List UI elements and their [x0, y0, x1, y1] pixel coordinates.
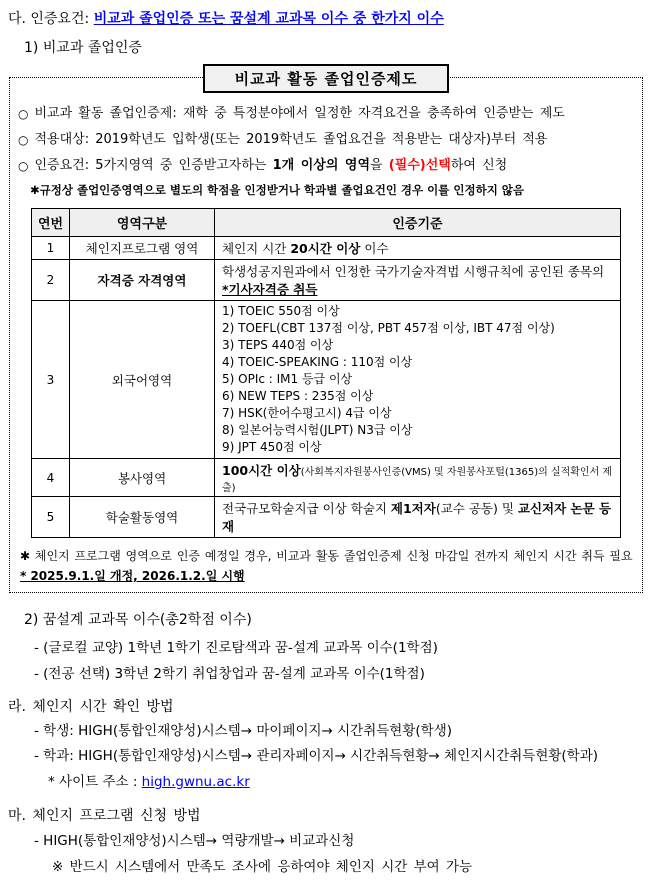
section2-item: - (전공 선택) 3학년 2학기 취업창업과 꿈-설계 교과목 이수(1학점) [34, 666, 425, 682]
site-address-label: * 사이트 주소 : [48, 774, 142, 790]
section2-item: - (글로컬 교양) 1학년 1학기 진로탐색과 꿈-설계 교과목 이수(1학점) [34, 640, 438, 656]
row-criteria: 전국규모학술지급 이상 학술지 제1저자(교수 공동) 및 교신저자 논문 등재 [215, 497, 621, 538]
row-category: 체인지프로그램 영역 [70, 237, 215, 260]
bullet-red-segment: (필수)선택 [388, 158, 451, 173]
section-ma-note: ※ 반드시 시스템에서 만족도 조사에 응하여야 체인지 시간 부여 가능 [52, 859, 473, 875]
column-header-no: 연번 [32, 209, 70, 237]
box-note: ✱규정상 졸업인증영역으로 별도의 학점을 인정받거나 학과별 졸업요건인 경우 이를 인정하지 않음 [30, 183, 525, 197]
circle-bullet-icon: ○ [18, 107, 29, 121]
circle-bullet-icon: ○ [18, 133, 29, 147]
site-address-line [48, 769, 644, 796]
table-row [32, 497, 621, 538]
section-ra-item-department: - 학과: HIGH(통합인재양성)시스템→ 관리자페이지→ 시간취득현황→ 체인지시간취득현황(학과) [34, 748, 599, 764]
row-criteria: 1) TOEIC 550점 이상 2) TOEFL(CBT 137점 이상, PBT 457점 이상, IBT 47점 이상) 3) TEPS 440점 이상 4) TOEIC-SPEAKING : 110점 이상 5) OPIc : IM1 등급 이상 6) NEW TEPS : 235점 이상 7) HSK(한어수평고시) 4급 이상 8) 일본어능력시험(JLPT) N3급 이상 9) JPT 450점 이상 [215, 301, 621, 459]
section-ma-title: 마. 체인지 프로그램 신청 방법 [8, 808, 201, 824]
column-header-category: 영역구분 [70, 209, 215, 237]
bullet-item-requirement [18, 153, 634, 179]
bullet-text: 적용대상: 2019학년도 입학생(또는 2019학년도 졸업요건을 적용받는 대상자)부터 적용 [34, 132, 548, 147]
row-number: 3 [32, 301, 70, 459]
heading-emphasis: 비교과 졸업인증 또는 꿈설계 교과목 이수 중 한가지 이수 [93, 11, 444, 27]
row-criteria: 체인지 시간 20시간 이상 이수 [215, 237, 621, 260]
row-number: 2 [32, 260, 70, 301]
section2-title: 2) 꿈설계 교과목 이수(총2학점 이수) [24, 612, 252, 628]
bullet-bold-segment: 1개 이상의 영역 [272, 158, 371, 173]
row-category: 외국어영역 [70, 301, 215, 459]
revision-footnote: * 2025.9.1.일 개정, 2026.1.2.일 시행 [20, 569, 245, 583]
heading-requirements [8, 8, 644, 30]
row-number: 4 [32, 459, 70, 497]
table-row [32, 237, 621, 260]
certification-box-title: 비교과 활동 졸업인증제도 [203, 64, 450, 93]
certification-table [31, 208, 621, 538]
table-footnote: ✱ 체인지 프로그램 영역으로 인증 예정일 경우, 비교과 활동 졸업인증제 신청 마감일 전까지 체인지 시간 취득 필요 [20, 549, 633, 563]
row-category: 학술활동영역 [70, 497, 215, 538]
row-category: 자격증 자격영역 [70, 260, 215, 301]
row-criteria: 학생성공지원과에서 인정한 국가기술자격법 시행규칙에 공인된 종목의 *기사자격증 취득 [215, 260, 621, 301]
table-row [32, 260, 621, 301]
bullet-text: 인증요건: 5가지영역 중 인증받고자하는 1개 이상의 영역을 (필수)선택하여 신청 [34, 158, 508, 173]
circle-bullet-icon: ○ [18, 159, 29, 173]
bullet-item-definition [18, 101, 634, 127]
section1-title: 1) 비교과 졸업인증 [24, 40, 142, 56]
row-number: 1 [32, 237, 70, 260]
bullet-item-target [18, 127, 634, 153]
row-number: 5 [32, 497, 70, 538]
table-header-row [32, 209, 621, 237]
bullet-text: 비교과 활동 졸업인증제: 재학 중 특정분야에서 일정한 자격요건을 충족하여 인증받는 제도 [34, 106, 565, 121]
section-ra-item-student: - 학생: HIGH(통합인재양성)시스템→ 마이페이지→ 시간취득현황(학생) [34, 723, 453, 739]
row-category: 봉사영역 [70, 459, 215, 497]
site-address-link[interactable]: high.gwnu.ac.kr [141, 774, 250, 790]
heading-prefix: 다. 인증요건: [8, 11, 94, 27]
section-ma-item: - HIGH(통합인재양성)시스템→ 역량개발→ 비교과신청 [34, 833, 355, 849]
column-header-criteria: 인증기준 [215, 209, 621, 237]
section-ra-title: 라. 체인지 시간 확인 방법 [8, 699, 174, 715]
row-criteria: 100시간 이상(사회복지자원봉사인증(VMS) 및 자원봉사포털(1365)의 실적확인서 제출) [215, 459, 621, 497]
certification-box [9, 70, 643, 593]
table-row [32, 301, 621, 459]
table-row [32, 459, 621, 497]
